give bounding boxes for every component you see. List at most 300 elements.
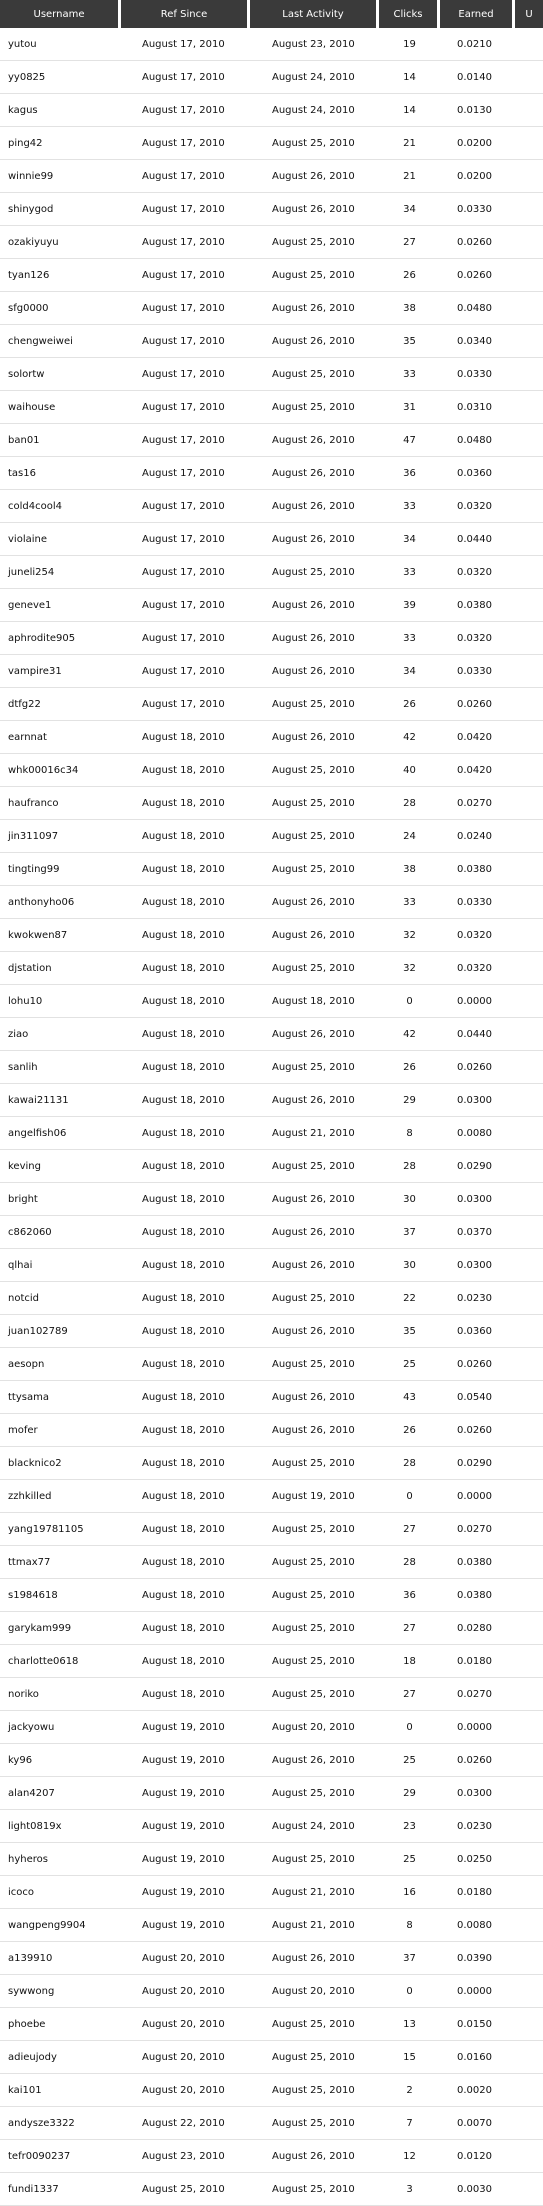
cell-ref-since: August 17, 2010	[121, 688, 250, 721]
cell-ref-since: August 18, 2010	[121, 1348, 250, 1381]
cell-earned: 0.0230	[440, 1282, 515, 1315]
table-row	[0, 1150, 543, 1183]
header-username[interactable]: Username	[0, 0, 121, 28]
cell-username: sywwong	[0, 1975, 121, 2008]
cell-earned: 0.0320	[440, 952, 515, 985]
cell-username: s1984618	[0, 1579, 121, 1612]
cell-username: kawai21131	[0, 1084, 121, 1117]
cell-earned: 0.0330	[440, 193, 515, 226]
cell-last-activity: August 26, 2010	[250, 193, 379, 226]
table-row	[0, 28, 543, 61]
cell-earned: 0.0380	[440, 1546, 515, 1579]
table-row	[0, 259, 543, 292]
cell-ref-since: August 23, 2010	[121, 2140, 250, 2173]
cell-last-activity: August 25, 2010	[250, 2074, 379, 2107]
cell-username: shinygod	[0, 193, 121, 226]
cell-last-activity: August 25, 2010	[250, 1447, 379, 1480]
cell-username: yutou	[0, 28, 121, 61]
cell-ref-since: August 22, 2010	[121, 2107, 250, 2140]
cell-ref-since: August 17, 2010	[121, 556, 250, 589]
cell-username: juneli254	[0, 556, 121, 589]
cell-last-activity: August 26, 2010	[250, 424, 379, 457]
cell-earned: 0.0260	[440, 259, 515, 292]
cell-clicks: 19	[379, 28, 440, 61]
cell-clicks: 25	[379, 1348, 440, 1381]
cell-clicks: 42	[379, 721, 440, 754]
cell-clicks: 33	[379, 358, 440, 391]
cell-u	[515, 2173, 543, 2206]
cell-clicks: 3	[379, 2173, 440, 2206]
cell-last-activity: August 25, 2010	[250, 358, 379, 391]
table-row	[0, 886, 543, 919]
cell-last-activity: August 26, 2010	[250, 457, 379, 490]
cell-earned: 0.0230	[440, 1810, 515, 1843]
cell-ref-since: August 20, 2010	[121, 2074, 250, 2107]
cell-u	[515, 721, 543, 754]
cell-clicks: 28	[379, 787, 440, 820]
cell-u	[515, 391, 543, 424]
cell-ref-since: August 18, 2010	[121, 754, 250, 787]
cell-earned: 0.0160	[440, 2041, 515, 2074]
cell-clicks: 43	[379, 1381, 440, 1414]
cell-ref-since: August 17, 2010	[121, 622, 250, 655]
cell-username: noriko	[0, 1678, 121, 1711]
cell-u	[515, 292, 543, 325]
table-row	[0, 1348, 543, 1381]
cell-u	[515, 193, 543, 226]
cell-ref-since: August 19, 2010	[121, 1744, 250, 1777]
cell-last-activity: August 26, 2010	[250, 490, 379, 523]
header-ref-since[interactable]: Ref Since	[121, 0, 250, 28]
table-row	[0, 952, 543, 985]
cell-clicks: 40	[379, 754, 440, 787]
cell-last-activity: August 26, 2010	[250, 292, 379, 325]
cell-earned: 0.0360	[440, 1315, 515, 1348]
cell-ref-since: August 18, 2010	[121, 952, 250, 985]
table-row	[0, 490, 543, 523]
cell-username: sanlih	[0, 1051, 121, 1084]
cell-u	[515, 655, 543, 688]
cell-earned: 0.0120	[440, 2140, 515, 2173]
table-row	[0, 919, 543, 952]
cell-ref-since: August 19, 2010	[121, 1711, 250, 1744]
cell-ref-since: August 17, 2010	[121, 490, 250, 523]
cell-clicks: 38	[379, 292, 440, 325]
cell-clicks: 18	[379, 1645, 440, 1678]
cell-earned: 0.0310	[440, 391, 515, 424]
cell-username: cold4cool4	[0, 490, 121, 523]
cell-username: lohu10	[0, 985, 121, 1018]
cell-username: ky96	[0, 1744, 121, 1777]
cell-last-activity: August 26, 2010	[250, 1084, 379, 1117]
cell-last-activity: August 26, 2010	[250, 886, 379, 919]
cell-earned: 0.0440	[440, 523, 515, 556]
cell-username: fundi1337	[0, 2173, 121, 2206]
cell-clicks: 15	[379, 2041, 440, 2074]
cell-earned: 0.0260	[440, 226, 515, 259]
table-row	[0, 1216, 543, 1249]
cell-ref-since: August 18, 2010	[121, 787, 250, 820]
table-row	[0, 1579, 543, 1612]
cell-earned: 0.0030	[440, 2173, 515, 2206]
cell-ref-since: August 19, 2010	[121, 1909, 250, 1942]
cell-clicks: 26	[379, 1414, 440, 1447]
cell-clicks: 36	[379, 1579, 440, 1612]
cell-clicks: 14	[379, 61, 440, 94]
cell-earned: 0.0330	[440, 358, 515, 391]
cell-u	[515, 160, 543, 193]
cell-username: hyheros	[0, 1843, 121, 1876]
cell-ref-since: August 19, 2010	[121, 1777, 250, 1810]
cell-earned: 0.0480	[440, 424, 515, 457]
cell-clicks: 0	[379, 1480, 440, 1513]
cell-last-activity: August 25, 2010	[250, 1513, 379, 1546]
cell-earned: 0.0250	[440, 1843, 515, 1876]
cell-ref-since: August 25, 2010	[121, 2173, 250, 2206]
cell-u	[515, 1084, 543, 1117]
cell-username: djstation	[0, 952, 121, 985]
cell-username: kwokwen87	[0, 919, 121, 952]
cell-ref-since: August 17, 2010	[121, 226, 250, 259]
cell-last-activity: August 24, 2010	[250, 1810, 379, 1843]
cell-clicks: 21	[379, 160, 440, 193]
cell-clicks: 22	[379, 1282, 440, 1315]
cell-earned: 0.0370	[440, 1216, 515, 1249]
cell-earned: 0.0000	[440, 985, 515, 1018]
table-row	[0, 754, 543, 787]
cell-last-activity: August 26, 2010	[250, 160, 379, 193]
cell-last-activity: August 25, 2010	[250, 688, 379, 721]
table-row	[0, 589, 543, 622]
cell-earned: 0.0260	[440, 1414, 515, 1447]
table-row	[0, 721, 543, 754]
cell-earned: 0.0260	[440, 1051, 515, 1084]
table-row	[0, 1909, 543, 1942]
cell-ref-since: August 20, 2010	[121, 2008, 250, 2041]
cell-u	[515, 1810, 543, 1843]
cell-username: ban01	[0, 424, 121, 457]
cell-ref-since: August 18, 2010	[121, 721, 250, 754]
cell-u	[515, 1117, 543, 1150]
cell-clicks: 0	[379, 1975, 440, 2008]
cell-clicks: 23	[379, 1810, 440, 1843]
header-u[interactable]: U	[515, 0, 543, 28]
cell-clicks: 35	[379, 325, 440, 358]
cell-clicks: 37	[379, 1942, 440, 1975]
cell-earned: 0.0260	[440, 688, 515, 721]
cell-earned: 0.0020	[440, 2074, 515, 2107]
cell-last-activity: August 25, 2010	[250, 754, 379, 787]
cell-username: tyan126	[0, 259, 121, 292]
cell-clicks: 33	[379, 886, 440, 919]
table-row	[0, 1315, 543, 1348]
cell-last-activity: August 25, 2010	[250, 259, 379, 292]
cell-ref-since: August 18, 2010	[121, 1084, 250, 1117]
cell-u	[515, 556, 543, 589]
cell-clicks: 27	[379, 1612, 440, 1645]
table-row	[0, 1480, 543, 1513]
table-row	[0, 1843, 543, 1876]
cell-ref-since: August 19, 2010	[121, 1810, 250, 1843]
cell-u	[515, 589, 543, 622]
cell-u	[515, 1546, 543, 1579]
cell-username: a139910	[0, 1942, 121, 1975]
cell-username: adieujody	[0, 2041, 121, 2074]
table-row	[0, 1612, 543, 1645]
cell-ref-since: August 17, 2010	[121, 28, 250, 61]
cell-clicks: 0	[379, 985, 440, 1018]
cell-ref-since: August 17, 2010	[121, 127, 250, 160]
cell-earned: 0.0290	[440, 1150, 515, 1183]
cell-u	[515, 1645, 543, 1678]
cell-earned: 0.0180	[440, 1876, 515, 1909]
cell-last-activity: August 25, 2010	[250, 1843, 379, 1876]
cell-u	[515, 523, 543, 556]
cell-ref-since: August 18, 2010	[121, 1678, 250, 1711]
cell-clicks: 30	[379, 1249, 440, 1282]
cell-ref-since: August 18, 2010	[121, 1216, 250, 1249]
cell-ref-since: August 18, 2010	[121, 1183, 250, 1216]
cell-last-activity: August 25, 2010	[250, 1051, 379, 1084]
table-row	[0, 2041, 543, 2074]
table-row	[0, 1711, 543, 1744]
cell-clicks: 35	[379, 1315, 440, 1348]
cell-last-activity: August 26, 2010	[250, 2140, 379, 2173]
table-row	[0, 424, 543, 457]
cell-earned: 0.0150	[440, 2008, 515, 2041]
cell-u	[515, 1447, 543, 1480]
cell-earned: 0.0270	[440, 1513, 515, 1546]
cell-clicks: 38	[379, 853, 440, 886]
cell-earned: 0.0360	[440, 457, 515, 490]
cell-last-activity: August 26, 2010	[250, 523, 379, 556]
cell-earned: 0.0200	[440, 160, 515, 193]
table-row	[0, 358, 543, 391]
cell-earned: 0.0000	[440, 1711, 515, 1744]
cell-username: whk00016c34	[0, 754, 121, 787]
cell-earned: 0.0330	[440, 655, 515, 688]
cell-ref-since: August 17, 2010	[121, 358, 250, 391]
cell-earned: 0.0320	[440, 490, 515, 523]
cell-last-activity: August 26, 2010	[250, 1216, 379, 1249]
table-header	[0, 0, 543, 28]
cell-earned: 0.0260	[440, 1744, 515, 1777]
cell-earned: 0.0270	[440, 1678, 515, 1711]
cell-username: ping42	[0, 127, 121, 160]
cell-u	[515, 1216, 543, 1249]
cell-u	[515, 1942, 543, 1975]
cell-last-activity: August 26, 2010	[250, 919, 379, 952]
cell-clicks: 34	[379, 655, 440, 688]
cell-u	[515, 754, 543, 787]
cell-ref-since: August 17, 2010	[121, 424, 250, 457]
cell-u	[515, 1876, 543, 1909]
cell-clicks: 32	[379, 952, 440, 985]
cell-u	[515, 1711, 543, 1744]
cell-username: mofer	[0, 1414, 121, 1447]
cell-clicks: 39	[379, 589, 440, 622]
cell-ref-since: August 20, 2010	[121, 1942, 250, 1975]
cell-username: aphrodite905	[0, 622, 121, 655]
table-row	[0, 2140, 543, 2173]
cell-clicks: 7	[379, 2107, 440, 2140]
table-row	[0, 1546, 543, 1579]
cell-clicks: 30	[379, 1183, 440, 1216]
cell-last-activity: August 19, 2010	[250, 1480, 379, 1513]
cell-ref-since: August 18, 2010	[121, 1315, 250, 1348]
cell-username: c862060	[0, 1216, 121, 1249]
cell-clicks: 36	[379, 457, 440, 490]
cell-last-activity: August 25, 2010	[250, 127, 379, 160]
cell-ref-since: August 18, 2010	[121, 853, 250, 886]
cell-earned: 0.0300	[440, 1183, 515, 1216]
cell-ref-since: August 20, 2010	[121, 1975, 250, 2008]
table-row	[0, 226, 543, 259]
header-earned[interactable]: Earned	[440, 0, 515, 28]
cell-u	[515, 919, 543, 952]
cell-earned: 0.0320	[440, 919, 515, 952]
cell-earned: 0.0480	[440, 292, 515, 325]
table-row	[0, 853, 543, 886]
table-row	[0, 622, 543, 655]
cell-earned: 0.0140	[440, 61, 515, 94]
cell-u	[515, 1579, 543, 1612]
cell-last-activity: August 21, 2010	[250, 1909, 379, 1942]
cell-username: garykam999	[0, 1612, 121, 1645]
table-row	[0, 1183, 543, 1216]
cell-earned: 0.0420	[440, 754, 515, 787]
cell-username: light0819x	[0, 1810, 121, 1843]
cell-ref-since: August 18, 2010	[121, 1546, 250, 1579]
cell-ref-since: August 18, 2010	[121, 1579, 250, 1612]
cell-clicks: 27	[379, 226, 440, 259]
cell-u	[515, 1612, 543, 1645]
table-row	[0, 2107, 543, 2140]
cell-username: haufranco	[0, 787, 121, 820]
table-row	[0, 1810, 543, 1843]
cell-last-activity: August 24, 2010	[250, 61, 379, 94]
table-row	[0, 193, 543, 226]
header-row	[0, 0, 543, 28]
cell-username: andysze3322	[0, 2107, 121, 2140]
table-row	[0, 1645, 543, 1678]
cell-username: anthonyho06	[0, 886, 121, 919]
cell-earned: 0.0130	[440, 94, 515, 127]
cell-ref-since: August 18, 2010	[121, 1117, 250, 1150]
cell-ref-since: August 18, 2010	[121, 1414, 250, 1447]
cell-ref-since: August 18, 2010	[121, 1612, 250, 1645]
cell-username: qlhai	[0, 1249, 121, 1282]
cell-u	[515, 1975, 543, 2008]
cell-username: wangpeng9904	[0, 1909, 121, 1942]
cell-ref-since: August 18, 2010	[121, 1018, 250, 1051]
cell-ref-since: August 17, 2010	[121, 193, 250, 226]
cell-u	[515, 2041, 543, 2074]
cell-clicks: 12	[379, 2140, 440, 2173]
cell-earned: 0.0300	[440, 1084, 515, 1117]
cell-last-activity: August 18, 2010	[250, 985, 379, 1018]
cell-username: jin311097	[0, 820, 121, 853]
header-last-activity[interactable]: Last Activity	[250, 0, 379, 28]
table-row	[0, 1447, 543, 1480]
cell-last-activity: August 26, 2010	[250, 1381, 379, 1414]
cell-u	[515, 1777, 543, 1810]
cell-earned: 0.0300	[440, 1777, 515, 1810]
cell-clicks: 33	[379, 490, 440, 523]
cell-earned: 0.0390	[440, 1942, 515, 1975]
cell-ref-since: August 18, 2010	[121, 1150, 250, 1183]
cell-u	[515, 886, 543, 919]
cell-last-activity: August 26, 2010	[250, 655, 379, 688]
cell-u	[515, 61, 543, 94]
cell-clicks: 27	[379, 1513, 440, 1546]
cell-earned: 0.0290	[440, 1447, 515, 1480]
cell-last-activity: August 26, 2010	[250, 622, 379, 655]
cell-clicks: 8	[379, 1909, 440, 1942]
cell-u	[515, 28, 543, 61]
header-clicks[interactable]: Clicks	[379, 0, 440, 28]
cell-ref-since: August 17, 2010	[121, 61, 250, 94]
cell-ref-since: August 18, 2010	[121, 1645, 250, 1678]
cell-last-activity: August 26, 2010	[250, 1414, 379, 1447]
cell-clicks: 32	[379, 919, 440, 952]
cell-clicks: 33	[379, 556, 440, 589]
cell-username: tefr0090237	[0, 2140, 121, 2173]
cell-username: yang19781105	[0, 1513, 121, 1546]
cell-username: violaine	[0, 523, 121, 556]
cell-clicks: 27	[379, 1678, 440, 1711]
cell-ref-since: August 18, 2010	[121, 1513, 250, 1546]
table-row	[0, 1117, 543, 1150]
cell-earned: 0.0440	[440, 1018, 515, 1051]
cell-last-activity: August 26, 2010	[250, 589, 379, 622]
cell-ref-since: August 18, 2010	[121, 985, 250, 1018]
cell-clicks: 37	[379, 1216, 440, 1249]
table-row	[0, 1084, 543, 1117]
table-row	[0, 2008, 543, 2041]
cell-u	[515, 2074, 543, 2107]
table-row	[0, 325, 543, 358]
cell-clicks: 2	[379, 2074, 440, 2107]
cell-u	[515, 1315, 543, 1348]
table-row	[0, 1942, 543, 1975]
cell-username: alan4207	[0, 1777, 121, 1810]
table-row	[0, 1876, 543, 1909]
cell-u	[515, 1051, 543, 1084]
cell-u	[515, 127, 543, 160]
cell-clicks: 0	[379, 1711, 440, 1744]
cell-ref-since: August 19, 2010	[121, 1876, 250, 1909]
table-body	[0, 28, 543, 2206]
cell-username: tingting99	[0, 853, 121, 886]
table-row	[0, 1744, 543, 1777]
cell-username: ttmax77	[0, 1546, 121, 1579]
cell-clicks: 28	[379, 1447, 440, 1480]
cell-earned: 0.0380	[440, 589, 515, 622]
cell-last-activity: August 25, 2010	[250, 226, 379, 259]
cell-clicks: 31	[379, 391, 440, 424]
cell-earned: 0.0000	[440, 1975, 515, 2008]
cell-earned: 0.0340	[440, 325, 515, 358]
cell-last-activity: August 20, 2010	[250, 1711, 379, 1744]
cell-u	[515, 1249, 543, 1282]
table-row	[0, 127, 543, 160]
cell-ref-since: August 18, 2010	[121, 1480, 250, 1513]
cell-clicks: 33	[379, 622, 440, 655]
cell-last-activity: August 24, 2010	[250, 94, 379, 127]
cell-username: dtfg22	[0, 688, 121, 721]
cell-u	[515, 787, 543, 820]
